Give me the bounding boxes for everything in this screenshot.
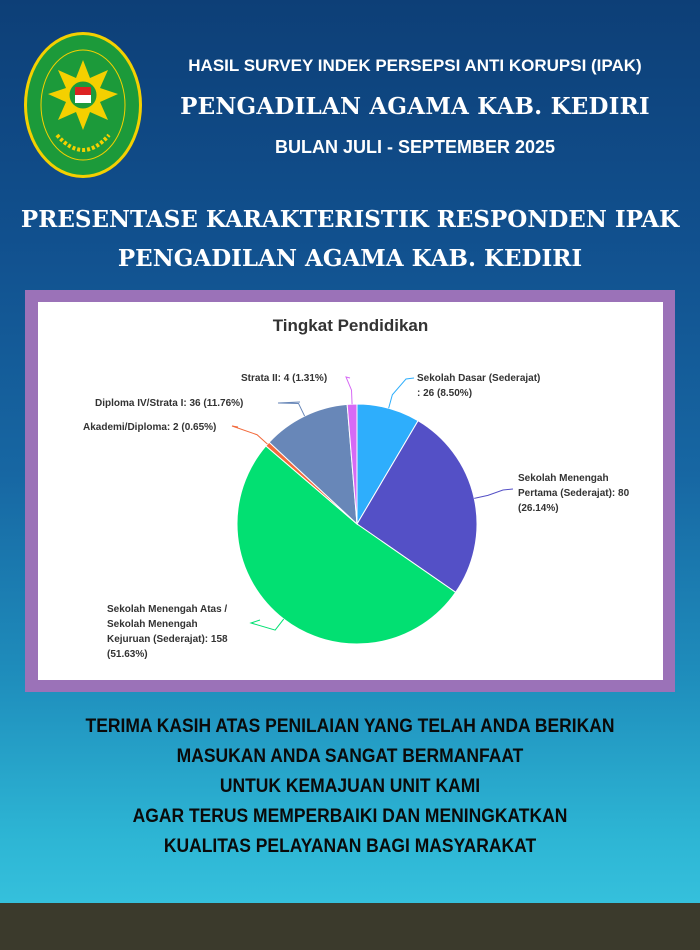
- label-diploma-iv: Diploma IV/Strata I: 36 (11.76%): [95, 398, 244, 409]
- label-strata-ii: Strata II: 4 (1.31%): [241, 373, 328, 384]
- leader-line-4: [278, 402, 305, 416]
- message-line: TERIMA KASIH ATAS PENILAIAN YANG TELAH ANDA BERIKAN: [85, 716, 615, 737]
- message-line: UNTUK KEMAJUAN UNIT KAMI: [219, 776, 481, 797]
- label-smp: Sekolah Menengah Pertama (Sederajat): 80 (26.14%): [518, 473, 630, 514]
- label-sekolah-dasar: Sekolah Dasar (Sederajat) : 26 (8.50%): [417, 373, 541, 399]
- leader-line-3: [232, 426, 267, 444]
- leader-line-1: [474, 489, 513, 498]
- leader-line-5: [346, 377, 352, 404]
- chart-panel: [38, 302, 663, 680]
- leader-line-0: [389, 378, 414, 408]
- survey-period: BULAN JULI - SEPTEMBER 2025: [274, 137, 556, 157]
- label-akademi: Akademi/Diploma: 2 (0.65%): [83, 422, 217, 433]
- survey-title: HASIL SURVEY INDEK PERSEPSI ANTI KORUPSI (IPAK): [188, 56, 642, 75]
- section-title-line2: PENGADILAN AGAMA KAB. KEDIRI: [117, 245, 583, 272]
- court-logo: [22, 30, 144, 180]
- institution-name: PENGADILAN AGAMA KAB. KEDIRI: [180, 93, 650, 120]
- message-line: MASUKAN ANDA SANGAT BERMANFAAT: [176, 746, 524, 767]
- label-sma-smk: Sekolah Menengah Atas / Sekolah Menengah Kejuruan (Sederajat): 158 (51.63%): [107, 604, 228, 660]
- thank-you-message: [0, 712, 700, 862]
- leader-line-2: [251, 619, 284, 630]
- message-line: AGAR TERUS MEMPERBAIKI DAN MENINGKATKAN: [132, 806, 568, 827]
- footer-bar: [0, 903, 700, 950]
- message-line: KUALITAS PELAYANAN BAGI MASYARAKAT: [163, 836, 537, 857]
- section-title-line1: PRESENTASE KARAKTERISTIK RESPONDEN IPAK: [20, 206, 680, 233]
- chart-title: Tingkat Pendidikan: [272, 316, 429, 335]
